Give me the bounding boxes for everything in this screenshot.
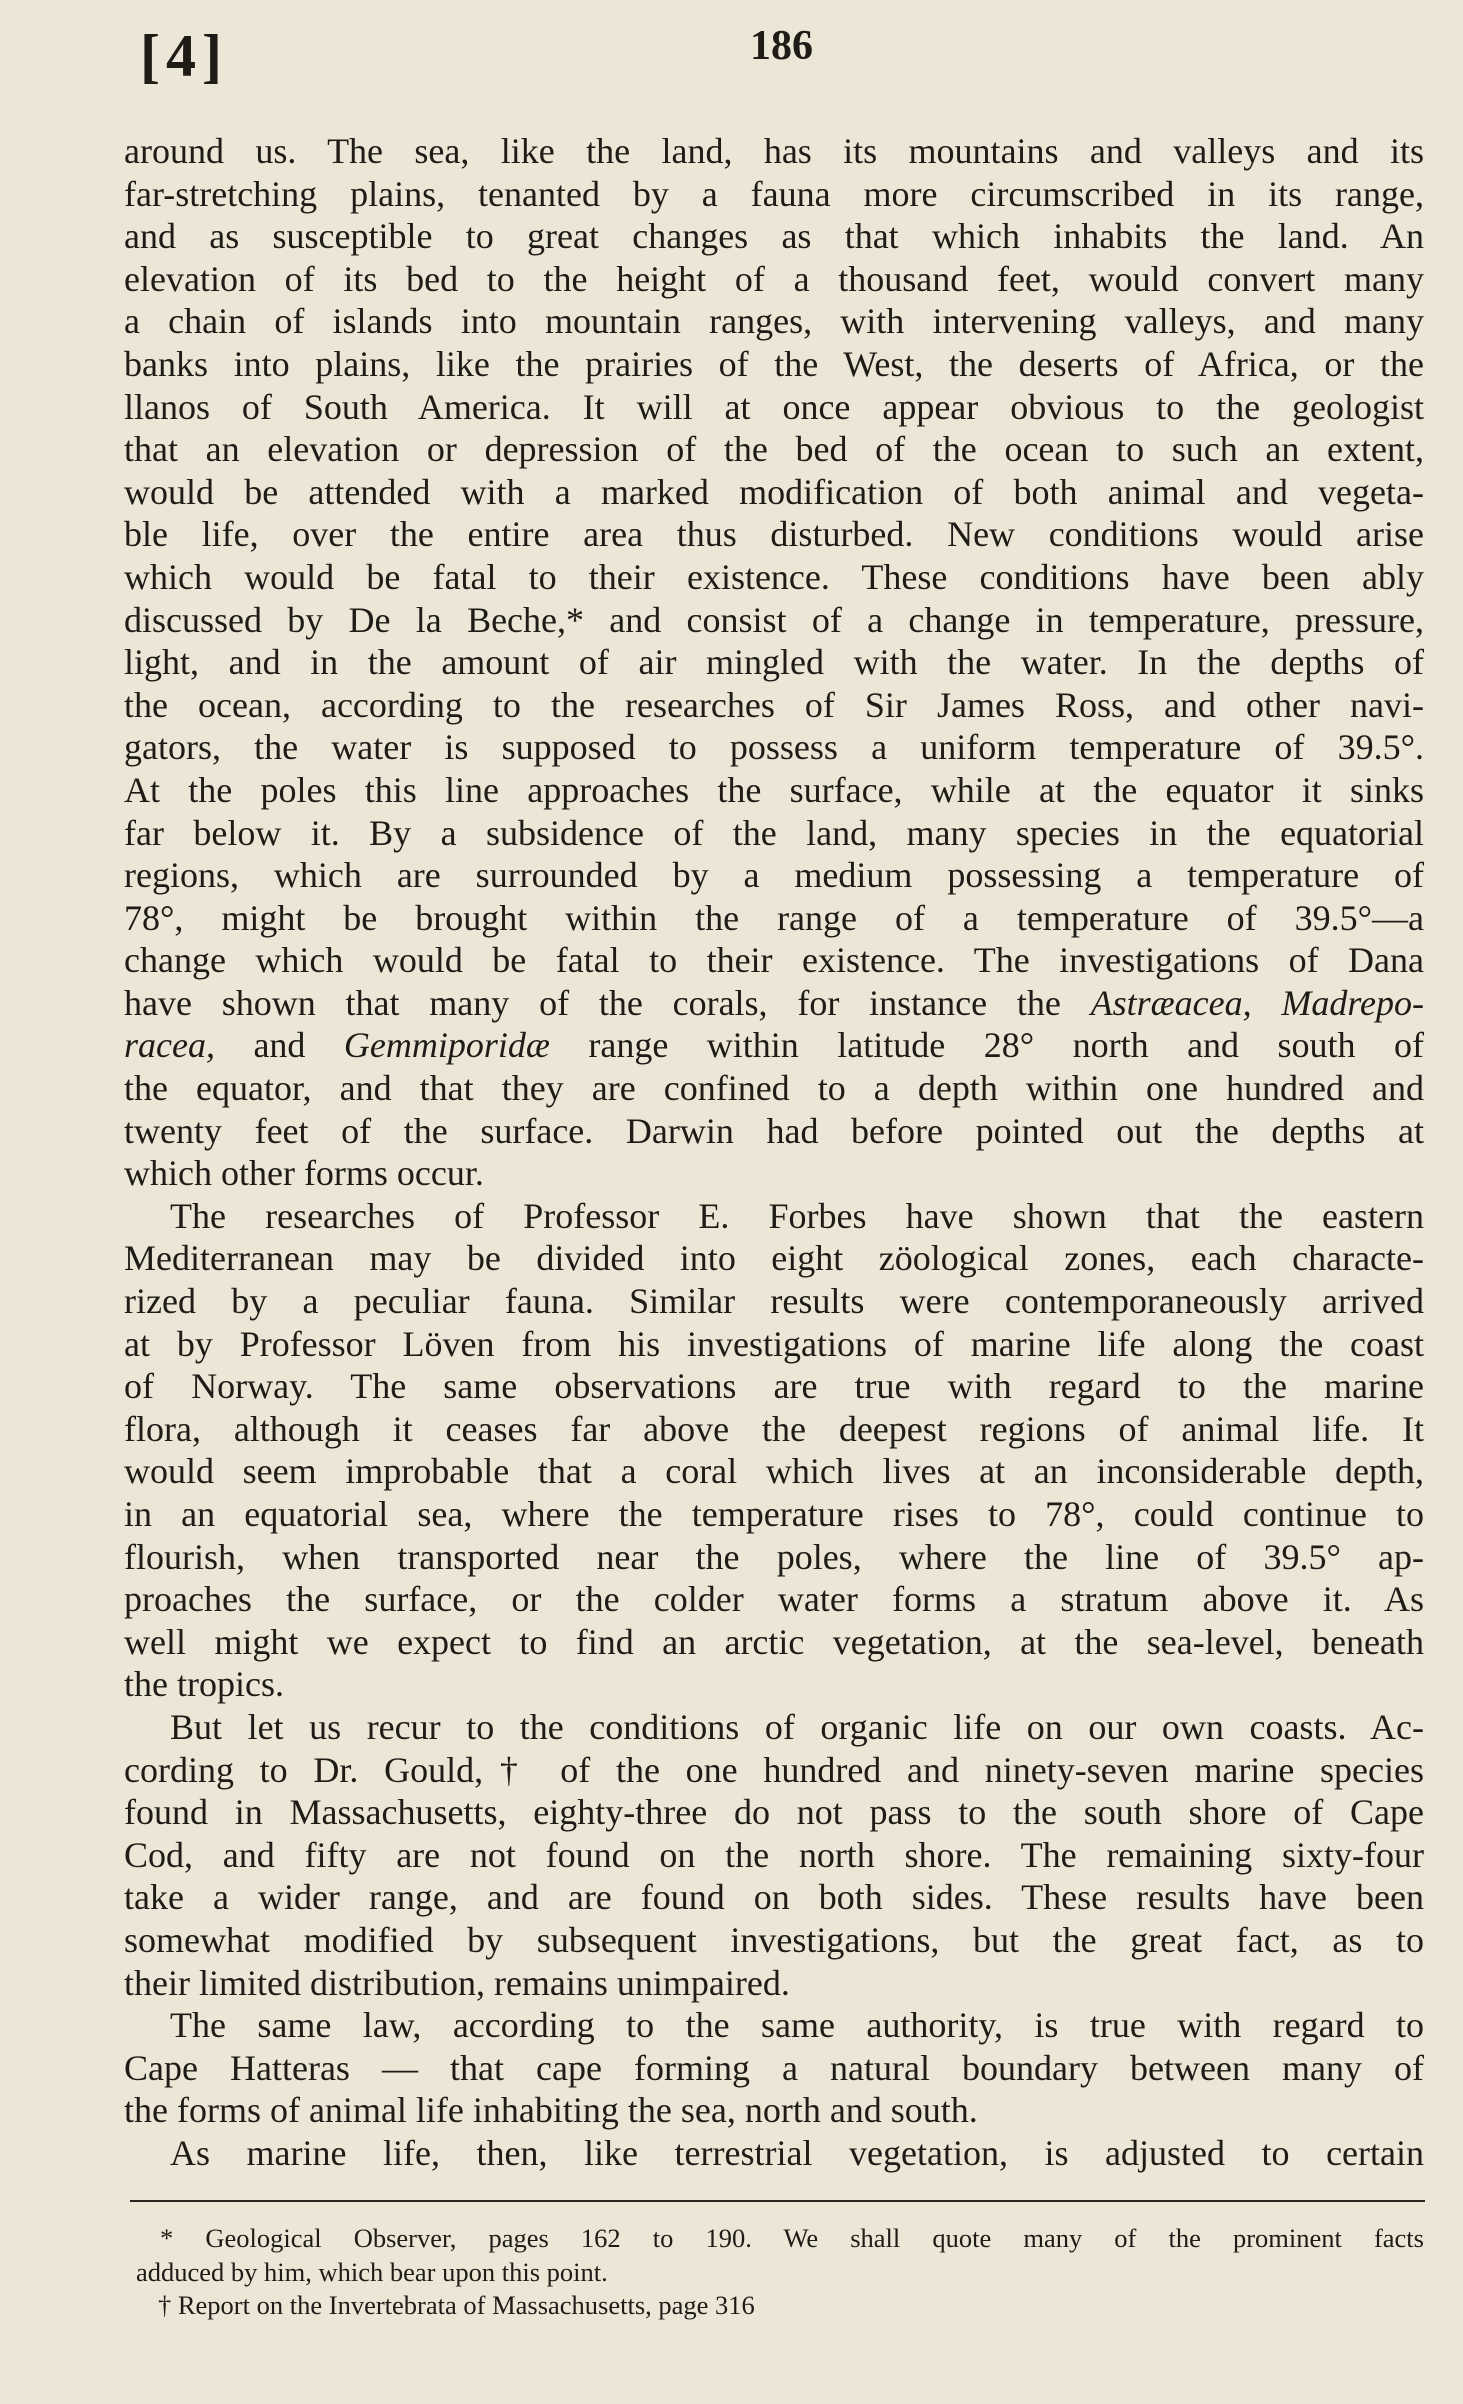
body-text <box>124 130 1424 2175</box>
text-line: As marine life, then, like terrestrial vegetation, is adjusted to certain <box>170 2132 1424 2173</box>
text-line: well might we expect to find an arctic vegetation, at the sea-level, beneath <box>124 1621 1424 1662</box>
text-line: of Norway. The same observations are true with regard to the marine <box>124 1366 1424 1407</box>
text-line: change which would be fatal to their existence. The investigations of Dana <box>124 940 1424 981</box>
text-line: regions, which are surrounded by a medium possessing a temperature of <box>124 855 1424 896</box>
footnote-2: † Report on the Invertebrata of Massachusetts, page 316 <box>158 2290 755 2320</box>
text-line: proaches the surface, or the colder water forms a stratum above it. As <box>124 1579 1424 1620</box>
footnote-1-line-2: adduced by him, which bear upon this point. <box>136 2256 608 2287</box>
text-line: flora, although it ceases far above the deepest regions of animal life. It <box>124 1408 1424 1449</box>
text-line: far below it. By a subsidence of the land, many species in the equatorial <box>124 812 1424 853</box>
text-line: gators, the water is supposed to possess a uniform temperature of 39.5°. <box>124 727 1424 768</box>
text-line: flourish, when transported near the poles, where the line of 39.5° ap- <box>124 1536 1424 1577</box>
text-line: llanos of South America. It will at once appear obvious to the geologist <box>124 386 1424 427</box>
text-line: would be attended with a marked modification of both animal and vegeta- <box>124 471 1424 512</box>
text-line: elevation of its bed to the height of a thousand feet, would convert many <box>124 258 1424 299</box>
text-line: the tropics. <box>124 1664 284 1705</box>
text-line: which other forms occur. <box>124 1153 484 1194</box>
text-line: But let us recur to the conditions of organic life on our own coasts. Ac- <box>170 1706 1424 1747</box>
text-line: take a wider range, and are found on both sides. These results have been <box>124 1877 1424 1918</box>
text-line: ble life, over the entire area thus disturbed. New conditions would arise <box>124 514 1424 555</box>
text-line: Cod, and fifty are not found on the north shore. The remaining sixty-four <box>124 1834 1424 1875</box>
text-line: a chain of islands into mountain ranges, with intervening valleys, and many <box>124 301 1424 342</box>
text-line: light, and in the amount of air mingled with the water. In the depths of <box>124 642 1424 683</box>
text-line: found in Massachusetts, eighty-three do not pass to the south shore of Cape <box>124 1792 1424 1833</box>
text-line: The researches of Professor E. Forbes have shown that the eastern <box>170 1195 1424 1236</box>
text-line: around us. The sea, like the land, has its mountains and valleys and its <box>124 131 1424 171</box>
footnote-1-line-1: * Geological Observer, pages 162 to 190. We shall quote many of the prominent facts <box>160 2223 1424 2253</box>
page-number: 186 <box>750 23 813 69</box>
text-line: their limited distribution, remains unimpaired. <box>124 1962 790 2003</box>
text-line: Cape Hatteras — that cape forming a natural boundary between many of <box>124 2047 1424 2088</box>
text-line: in an equatorial sea, where the temperature rises to 78°, could continue to <box>124 1494 1424 1534</box>
text-line: At the poles this line approaches the surface, while at the equator it sinks <box>124 769 1424 810</box>
footnotes <box>124 2222 1424 2323</box>
text-line: the ocean, according to the researches of Sir James Ross, and other navi- <box>124 684 1424 725</box>
text-line: have shown that many of the corals, for instance the Astræacea, Madrepo- <box>124 982 1424 1023</box>
text-line: would seem improbable that a coral which lives at an inconsiderable depth, <box>124 1451 1424 1492</box>
text-line: that an elevation or depression of the bed of the ocean to such an extent, <box>124 429 1424 470</box>
text-line: banks into plains, like the prairies of the West, the deserts of Africa, or the <box>124 343 1424 384</box>
text-line: the equator, and that they are confined to a depth within one hundred and <box>124 1068 1424 1109</box>
text-line: 78°, might be brought within the range of a temperature of 39.5°—a <box>124 897 1424 938</box>
text-line: at by Professor Löven from his investigations of marine life along the coast <box>124 1323 1424 1364</box>
text-line: discussed by De la Beche,* and consist of a change in temperature, pressure, <box>124 599 1424 640</box>
text-line: twenty feet of the surface. Darwin had before pointed out the depths at <box>124 1110 1424 1151</box>
text-line: The same law, according to the same authority, is true with regard to <box>170 2005 1424 2046</box>
signature-mark: [4] <box>140 23 228 89</box>
text-line: somewhat modified by subsequent investigations, but the great fact, as to <box>124 1919 1424 1960</box>
text-line: racea, and Gemmiporidæ range within latitude 28° north and south of <box>124 1025 1424 1066</box>
text-line: rized by a peculiar fauna. Similar results were contemporaneously arrived <box>124 1281 1424 1322</box>
text-line: the forms of animal life inhabiting the sea, north and south. <box>124 2090 978 2131</box>
text-line: far-stretching plains, tenanted by a fauna more circumscribed in its range, <box>124 173 1424 214</box>
text-line: cording to Dr. Gould,† of the one hundred and ninety-seven marine species <box>124 1749 1424 1790</box>
footnote-divider <box>130 2200 1425 2202</box>
text-line: Mediterranean may be divided into eight zöological zones, each characte- <box>124 1238 1424 1279</box>
text-line: which would be fatal to their existence. These conditions have been ably <box>124 556 1424 597</box>
text-line: and as susceptible to great changes as that which inhabits the land. An <box>124 216 1424 257</box>
